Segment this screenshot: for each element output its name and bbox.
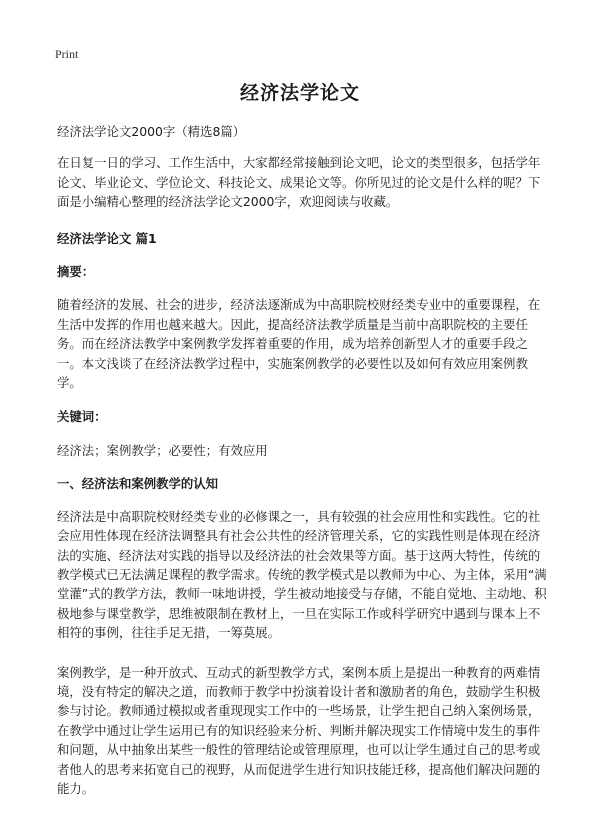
print-link[interactable]: Print (55, 47, 79, 61)
abstract-heading: 摘要： (57, 264, 95, 280)
page-title: 经济法学论文 (239, 82, 360, 104)
abstract-paragraph: 随着经济的发展、社会的进步，经济法逐渐成为中高职院校财经类专业中的重要课程，在生活中发挥的作用也越来越大。因此，提高经济法教学质量是当前中高职院校的主要任务。而在经济法教学中案例教学发挥着重要的作用，成为培养创新型人才的重要手段之一。本文浅谈了在经济法教学过程中，实施案例教学的必要性以及如何有效应用案例教学。 (57, 297, 541, 391)
body-paragraph-2: 案例教学，是一种开放式、互动式的新型教学方式，案例本质上是提出一种教育的两难情境，没有特定的解决之道，而教师于教学中扮演着设计者和激励者的角色，鼓励学生积极参与讨论。教师通过模拟或者重现现实工作中的一些场景，让学生把自己纳入案例场景，在教学中通过让学生运用已有的知识经验来分析、判断并解决现实工作情境中发生的事件和问题，从中抽象出某些一般性的管理结论或管理原理，也可以让学生通过自己的思考或者他人的思考来拓宽自己的视野，从而促进学生进行知识技能迁移，提高他们解决问题的能力。 (57, 664, 541, 796)
article-body (57, 122, 547, 798)
document-subtitle: 经济法学论文2000字（精选8篇） (57, 124, 246, 139)
article-heading: 经济法学论文 篇1 (57, 230, 157, 246)
keywords-heading: 关键词： (57, 409, 107, 425)
intro-paragraph: 在日复一日的学习、工作生活中，大家都经常接触到论文吧，论文的类型很多，包括学年论文、毕业论文、学位论文、科技论文、成果论文等。你所见过的论文是什么样的呢？下面是小编精心整理的经济法学论文2000字，欢迎阅读与收藏。 (57, 155, 541, 210)
body-paragraph-1: 经济法是中高职院校财经类专业的必修课之一，具有较强的社会应用性和实践性。它的社会应用性体现在经济法调整具有社会公共性的经济管理关系，它的实践性则是体现在经济法的实施、经济法对实践的指导以及经济法的社会效果等方面。基于这两大特性，传统的教学模式已无法满足课程的教学需求。传统的教学模式是以教师为中心、为主体，采用“满堂灌”式的教学方法，教师一味地讲授，学生被动地接受与存储，不能自觉地、主动地、积极地参与课堂教学，思维被限制在教材上，一旦在实际工作或科学研究中遇到与课本上不相符的事例，往往手足无措，一筹莫展。 (57, 508, 547, 641)
section-heading: 一、经济法和案例教学的认知 (57, 476, 219, 492)
keywords-text: 经济法；案例教学；必要性；有效应用 (57, 442, 268, 458)
